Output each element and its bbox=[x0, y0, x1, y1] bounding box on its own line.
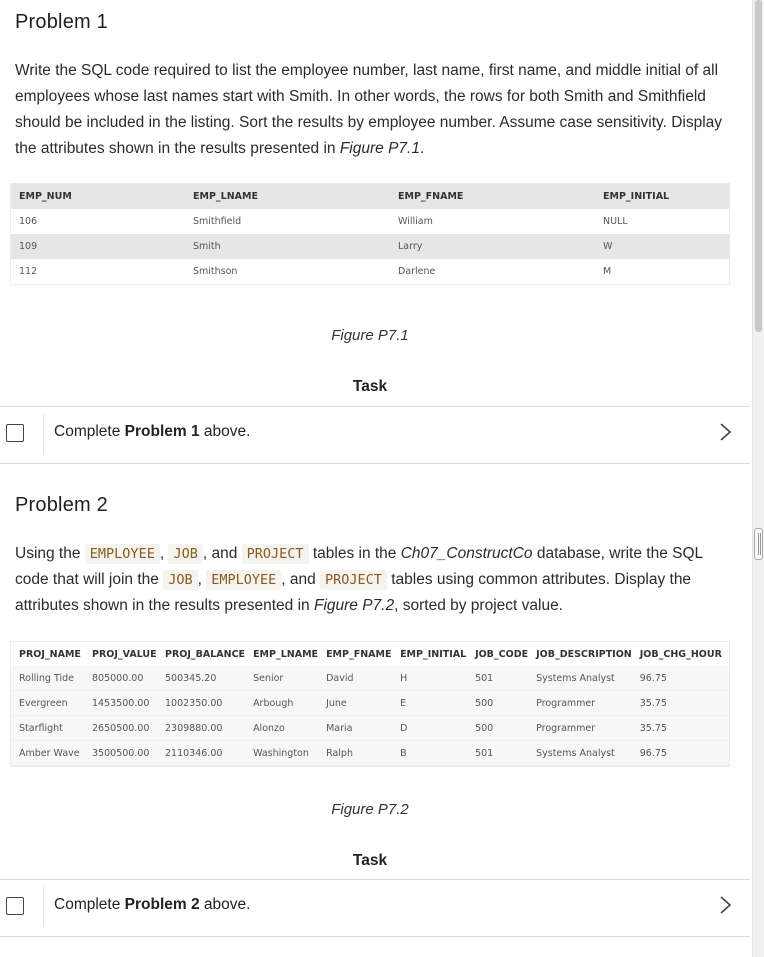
table-cell: Rolling Tide bbox=[11, 666, 84, 691]
table-cell: 96.75 bbox=[632, 666, 729, 691]
task-row-problem-2[interactable] bbox=[0, 879, 750, 935]
figure-ref: Figure P7.2 bbox=[313, 597, 395, 614]
table-cell: M bbox=[603, 266, 612, 277]
task-text: above. bbox=[199, 896, 251, 913]
divider bbox=[0, 463, 750, 464]
table-cell: Systems Analyst bbox=[528, 666, 632, 691]
figure-p7-1-caption: Figure P7.1 bbox=[331, 327, 409, 344]
table-cell: June bbox=[318, 691, 392, 716]
table-cell: NULL bbox=[603, 216, 628, 227]
checkbox-icon[interactable] bbox=[6, 897, 24, 915]
table-cell: 35.75 bbox=[632, 691, 729, 716]
text: , and bbox=[202, 545, 242, 562]
table-cell: 109 bbox=[11, 234, 185, 259]
database-name: Ch07_ConstructCo bbox=[400, 545, 533, 562]
table-row bbox=[11, 716, 729, 741]
table-cell: Starflight bbox=[11, 716, 84, 741]
text: , sorted by project value. bbox=[394, 597, 563, 614]
table-cell: 2110346.00 bbox=[157, 741, 245, 766]
table-cell: 501 bbox=[467, 741, 528, 766]
table-cell: Smith bbox=[185, 234, 390, 259]
problem-1-text-end: . bbox=[419, 140, 425, 157]
task-text: Complete bbox=[54, 896, 125, 913]
table-row bbox=[11, 234, 729, 259]
chevron-right-icon[interactable] bbox=[716, 420, 736, 444]
problem-1-text: Write the SQL code required to list the employee number, last name, first name, and middle initial of all employees whose last names start with Smith. In other words, the rows for both Smith and Smithfield should be included in the listing. Sort the results by employee number. Assume case sensitivity. Display the attributes shown in the results presented in bbox=[15, 62, 723, 157]
table-row bbox=[11, 741, 729, 766]
table-cell: B bbox=[392, 741, 467, 766]
code-employee: EMPLOYEE bbox=[85, 544, 160, 564]
text: tables in the bbox=[308, 545, 401, 562]
table-cell: 500 bbox=[467, 716, 528, 741]
table-cell: H bbox=[392, 666, 467, 691]
table-cell: Programmer bbox=[528, 691, 632, 716]
column-header: EMP_INITIAL bbox=[595, 184, 729, 209]
figure-p7-2-caption: Figure P7.2 bbox=[331, 801, 409, 818]
task-label-problem-2 bbox=[54, 896, 250, 914]
figure-ref: Figure P7.1 bbox=[339, 140, 420, 157]
table-cell: Senior bbox=[245, 666, 318, 691]
problem-1-description bbox=[15, 58, 727, 162]
task-text: above. bbox=[199, 423, 251, 440]
task-text-bold: Problem 1 bbox=[124, 423, 200, 440]
code-employee: EMPLOYEE bbox=[206, 570, 281, 590]
table-cell: 96.75 bbox=[632, 741, 729, 766]
table-cell: Arbough bbox=[245, 691, 318, 716]
table-cell: 35.75 bbox=[632, 716, 729, 741]
table-row bbox=[11, 209, 729, 234]
scrollbar[interactable] bbox=[752, 0, 764, 957]
table-cell: Alonzo bbox=[245, 716, 318, 741]
column-header: EMP_LNAME bbox=[185, 184, 390, 209]
task-heading-2: Task bbox=[352, 852, 388, 869]
table-cell: 1453500.00 bbox=[84, 691, 157, 716]
column-header: EMP_INITIAL bbox=[392, 642, 467, 666]
table-cell: Programmer bbox=[528, 716, 632, 741]
table-cell: Amber Wave bbox=[11, 741, 84, 766]
checkbox-icon[interactable] bbox=[6, 424, 24, 442]
column-header: JOB_DESCRIPTION bbox=[528, 642, 632, 666]
divider bbox=[43, 414, 44, 454]
table-cell: William bbox=[398, 216, 433, 227]
task-row-problem-1[interactable] bbox=[0, 406, 750, 462]
column-header: EMP_FNAME bbox=[318, 642, 392, 666]
table-cell: 1002350.00 bbox=[157, 691, 245, 716]
table-cell: Smithson bbox=[193, 266, 238, 277]
column-header: EMP_NUM bbox=[11, 184, 185, 209]
table-cell: Smithfield bbox=[193, 216, 242, 227]
column-header: PROJ_BALANCE bbox=[157, 642, 245, 666]
problem-2-heading: Problem 2 bbox=[15, 494, 108, 516]
divider bbox=[0, 936, 750, 937]
text: , and bbox=[281, 571, 321, 588]
column-header: EMP_LNAME bbox=[245, 642, 318, 666]
table-cell: E bbox=[392, 691, 467, 716]
table-cell: Washington bbox=[245, 741, 318, 766]
table-cell: Systems Analyst bbox=[528, 741, 632, 766]
table-cell: 2650500.00 bbox=[84, 716, 157, 741]
code-project: PROJECT bbox=[242, 544, 309, 564]
table-cell: D bbox=[392, 716, 467, 741]
column-header: JOB_CHG_HOUR bbox=[632, 642, 729, 666]
table-cell: 2309880.00 bbox=[157, 716, 245, 741]
divider bbox=[43, 887, 44, 927]
text: Using the bbox=[15, 545, 85, 562]
table-cell: 805000.00 bbox=[84, 666, 157, 691]
figure-p7-1-table bbox=[10, 183, 730, 285]
table-cell: 500 bbox=[467, 691, 528, 716]
column-header: JOB_CODE bbox=[467, 642, 528, 666]
code-project: PROJECT bbox=[320, 570, 387, 590]
table-cell: Darlene bbox=[398, 266, 436, 277]
column-header: PROJ_VALUE bbox=[84, 642, 157, 666]
table-cell: 3500500.00 bbox=[84, 741, 157, 766]
table-row bbox=[11, 691, 729, 716]
text: tables using common attributes. Display the attributes shown in the results presented in bbox=[15, 571, 692, 614]
figure-p7-2-table bbox=[10, 641, 730, 767]
code-job: JOB bbox=[163, 570, 197, 590]
table-cell: Maria bbox=[318, 716, 392, 741]
problem-1-heading: Problem 1 bbox=[15, 11, 108, 33]
table-cell: 106 bbox=[19, 216, 38, 227]
task-text: Complete bbox=[54, 423, 125, 440]
text: , bbox=[159, 545, 169, 562]
resize-handle-icon[interactable] bbox=[754, 528, 763, 560]
problem-2-description bbox=[15, 541, 727, 619]
task-label-problem-1 bbox=[54, 423, 250, 441]
table-cell: W bbox=[595, 234, 729, 259]
table-cell: David bbox=[318, 666, 392, 691]
task-text-bold: Problem 2 bbox=[124, 896, 200, 913]
table-cell: Evergreen bbox=[11, 691, 84, 716]
text: , bbox=[197, 571, 207, 588]
table-cell: 112 bbox=[19, 266, 38, 277]
table-cell: 500345.20 bbox=[157, 666, 245, 691]
table-row bbox=[11, 259, 729, 284]
scrollbar-thumb[interactable] bbox=[755, 0, 762, 332]
table-cell: 501 bbox=[467, 666, 528, 691]
table-row bbox=[11, 666, 729, 691]
task-heading-1: Task bbox=[352, 378, 388, 395]
code-job: JOB bbox=[168, 544, 202, 564]
table-cell: Ralph bbox=[318, 741, 392, 766]
column-header: PROJ_NAME bbox=[11, 642, 84, 666]
column-header: EMP_FNAME bbox=[390, 184, 595, 209]
table-cell: Larry bbox=[390, 234, 595, 259]
text: database, write the SQL code that will join the bbox=[15, 545, 703, 588]
chevron-right-icon[interactable] bbox=[716, 893, 736, 917]
